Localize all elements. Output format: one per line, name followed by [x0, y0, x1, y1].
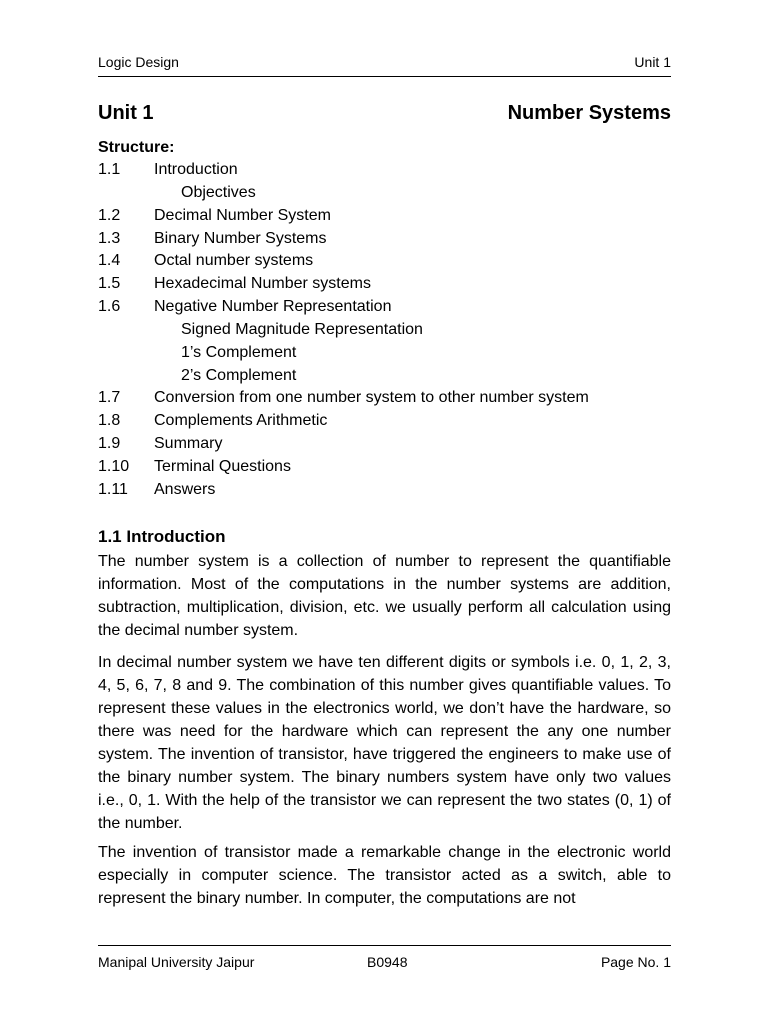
toc-text: Decimal Number System: [154, 206, 331, 224]
toc-text: Negative Number Representation: [154, 298, 392, 316]
toc-text: 2’s Complement: [181, 366, 297, 384]
running-header: [98, 53, 671, 71]
toc-text: Conversion from one number system to other number system: [154, 389, 589, 407]
toc-text: Complements Arithmetic: [154, 412, 328, 430]
toc-number: 1.4: [98, 252, 121, 270]
toc-text: Objectives: [181, 183, 256, 201]
body-paragraph: The invention of transistor made a remarkable change in the electronic world especially in computer science. The transistor acted as a switch, able to represent the binary number. In computer, the computations are not: [98, 844, 671, 907]
body-paragraph: The number system is a collection of number to represent the quantifiable information. Most of the computations in the number systems are addition, subtraction, multiplication, division, etc. we usually perform all calculation using the decimal number system.: [98, 553, 671, 639]
body-paragraph: In decimal number system we have ten different digits or symbols i.e. 0, 1, 2, 3, 4, 5, 6, 7, 8 and 9. The combination of this number gives quantifiable values. To represent these values in the electronics world, we don’t have the hardware, so there was need for the hardware which can represent the any one number system. The invention of transistor, have triggered the engineers to make use of the binary number system. The binary numbers system have only two values i.e., 0, 1. With the help of the transistor we can represent the two states (0, 1) of the number.: [98, 654, 671, 832]
toc-subitem: [98, 182, 671, 205]
toc-item: [98, 228, 671, 251]
toc-number: 1.6: [98, 298, 121, 316]
toc-item: [98, 433, 671, 456]
toc-item: [98, 205, 671, 228]
toc-text: Octal number systems: [154, 252, 314, 270]
section-heading: 1.1 Introduction: [98, 527, 226, 546]
toc-text: Signed Magnitude Representation: [181, 320, 423, 338]
header-course-title: Logic Design: [98, 54, 179, 70]
toc-item: [98, 250, 671, 273]
toc-item: [98, 456, 671, 479]
toc-text: Hexadecimal Number systems: [154, 275, 371, 293]
header-divider: [98, 76, 671, 77]
toc-subitem: [98, 342, 671, 365]
toc-text: 1’s Complement: [181, 343, 297, 361]
footer-institution: Manipal University Jaipur: [98, 954, 255, 970]
toc-number: 1.1: [98, 161, 121, 178]
toc-number: 1.8: [98, 412, 121, 430]
toc-text: Terminal Questions: [154, 457, 291, 475]
toc-number: 1.10: [98, 457, 130, 475]
toc-number: 1.9: [98, 435, 121, 453]
toc-item: [98, 387, 671, 410]
document-page: [98, 0, 671, 1024]
toc-item: [98, 159, 671, 182]
toc-number: 1.11: [98, 480, 128, 498]
structure-list: [98, 159, 671, 502]
toc-item: [98, 410, 671, 433]
footer-divider: [98, 945, 671, 946]
toc-number: 1.5: [98, 275, 121, 293]
toc-number: 1.7: [98, 389, 121, 407]
toc-subitem: [98, 365, 671, 388]
running-footer: [98, 953, 671, 971]
unit-title: [98, 100, 671, 126]
toc-text: Summary: [154, 435, 223, 453]
toc-number: 1.2: [98, 206, 121, 224]
header-unit-label: Unit 1: [634, 54, 671, 70]
toc-subitem: [98, 319, 671, 342]
toc-number: 1.3: [98, 229, 121, 247]
toc-item: [98, 296, 671, 319]
toc-text: Answers: [154, 480, 216, 498]
unit-name: Number Systems: [507, 102, 671, 124]
toc-item: [98, 479, 671, 502]
structure-label: Structure:: [98, 139, 175, 156]
toc-text: Binary Number Systems: [154, 229, 327, 247]
toc-item: [98, 273, 671, 296]
footer-page-number: Page No. 1: [600, 954, 671, 970]
toc-text: Introduction: [154, 161, 238, 178]
unit-number: Unit 1: [98, 102, 154, 124]
footer-course-code: B0948: [367, 954, 408, 970]
